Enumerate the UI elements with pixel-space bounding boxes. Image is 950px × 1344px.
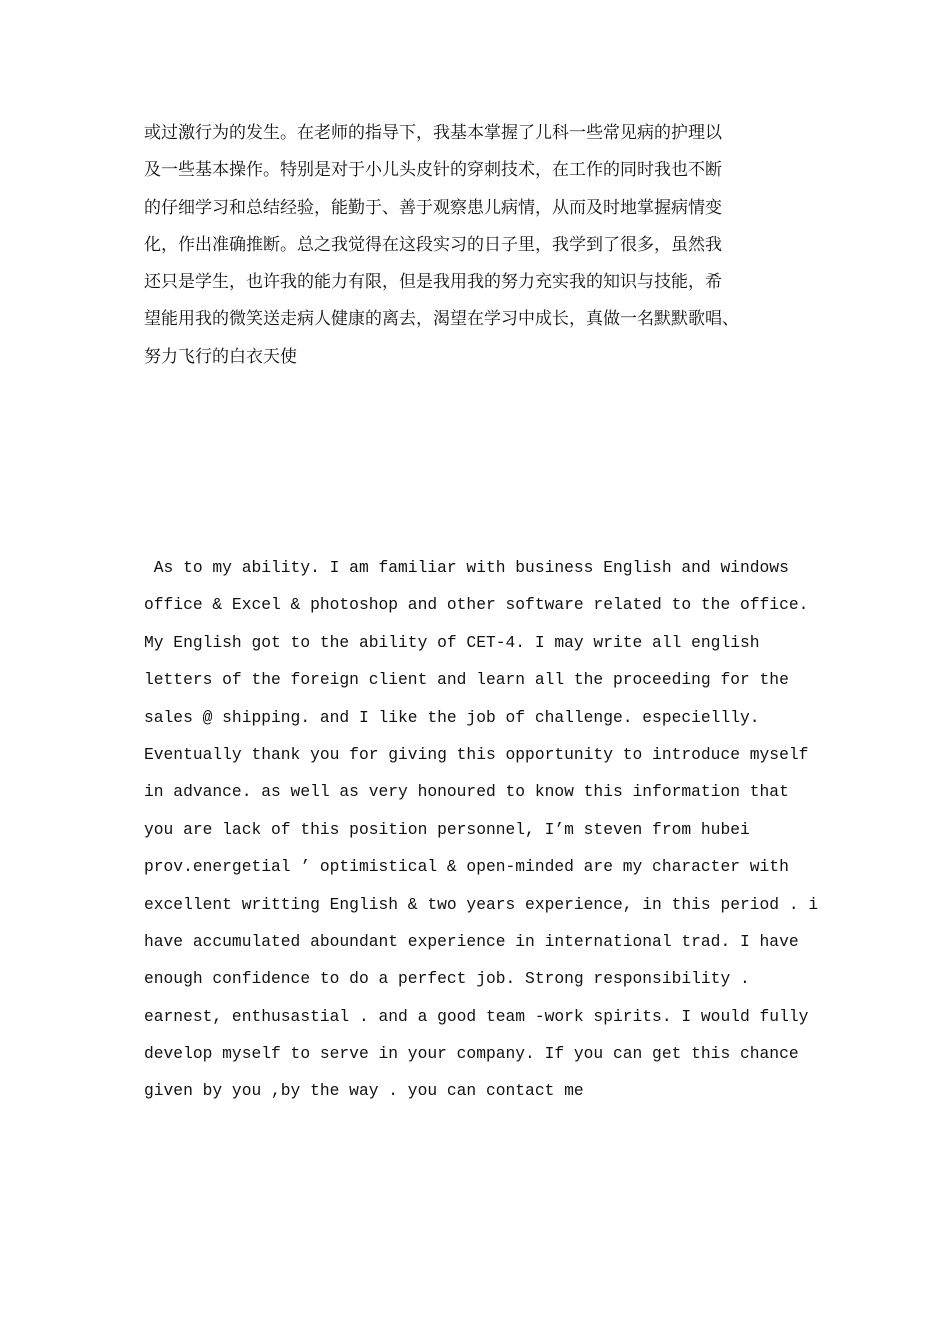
english-text-line: excellent writting English & two years experience, in this period . i — [144, 894, 819, 914]
chinese-text-line: 化，作出准确推断。总之我觉得在这段实习的日子里，我学到了很多，虽然我 — [144, 234, 722, 255]
english-text-line: develop myself to serve in your company. If you can get this chance — [144, 1044, 799, 1064]
chinese-text-line: 望能用我的微笑送走病人健康的离去，渴望在学习中成长，真做一名默默歌唱、 — [144, 309, 739, 330]
chinese-paragraph — [144, 115, 824, 376]
chinese-text-line: 或过激行为的发生。在老师的指导下，我基本掌握了儿科一些常见病的护理以 — [144, 123, 722, 143]
english-text-line: in advance. as well as very honoured to know this information that — [144, 782, 789, 802]
chinese-text-line: 及一些基本操作。特别是对于小儿头皮针的穿刺技术，在工作的同时我也不断 — [144, 160, 722, 181]
english-text-line: My English got to the ability of CET-4. I may write all english — [144, 632, 760, 652]
english-text-line: letters of the foreign client and learn all the proceeding for the — [144, 670, 789, 690]
english-text-line: prov.energetial ’ optimistical & open-minded are my character with — [144, 857, 789, 877]
chinese-text-line: 努力飞行的白衣天使 — [144, 346, 297, 367]
chinese-text-line: 还只是学生，也许我的能力有限，但是我用我的努力充实我的知识与技能，希 — [144, 272, 722, 293]
english-text-line: sales @ shipping. and I like the job of challenge. especiellly. — [144, 707, 760, 727]
english-text-line: enough confidence to do a perfect job. Strong responsibility . — [144, 969, 750, 989]
english-text-line: you are lack of this position personnel, I’m steven from hubei — [144, 819, 750, 839]
english-paragraph — [144, 549, 824, 1110]
chinese-text-line: 的仔细学习和总结经验，能勤于、善于观察患儿病情，从而及时地掌握病情变 — [144, 197, 722, 218]
english-text-line: earnest, enthusastial . and a good team -work spirits. I would fully — [144, 1006, 809, 1026]
english-text-line: As to my ability. I am familiar with business English and windows — [144, 558, 789, 577]
english-text-line: Eventually thank you for giving this opportunity to introduce myself — [144, 744, 809, 764]
english-text-line: office & Excel & photoshop and other software related to the office. — [144, 595, 809, 615]
english-text-line: have accumulated aboundant experience in international trad. I have — [144, 931, 799, 951]
english-text-line: given by you ,by the way . you can contact me — [144, 1081, 584, 1101]
